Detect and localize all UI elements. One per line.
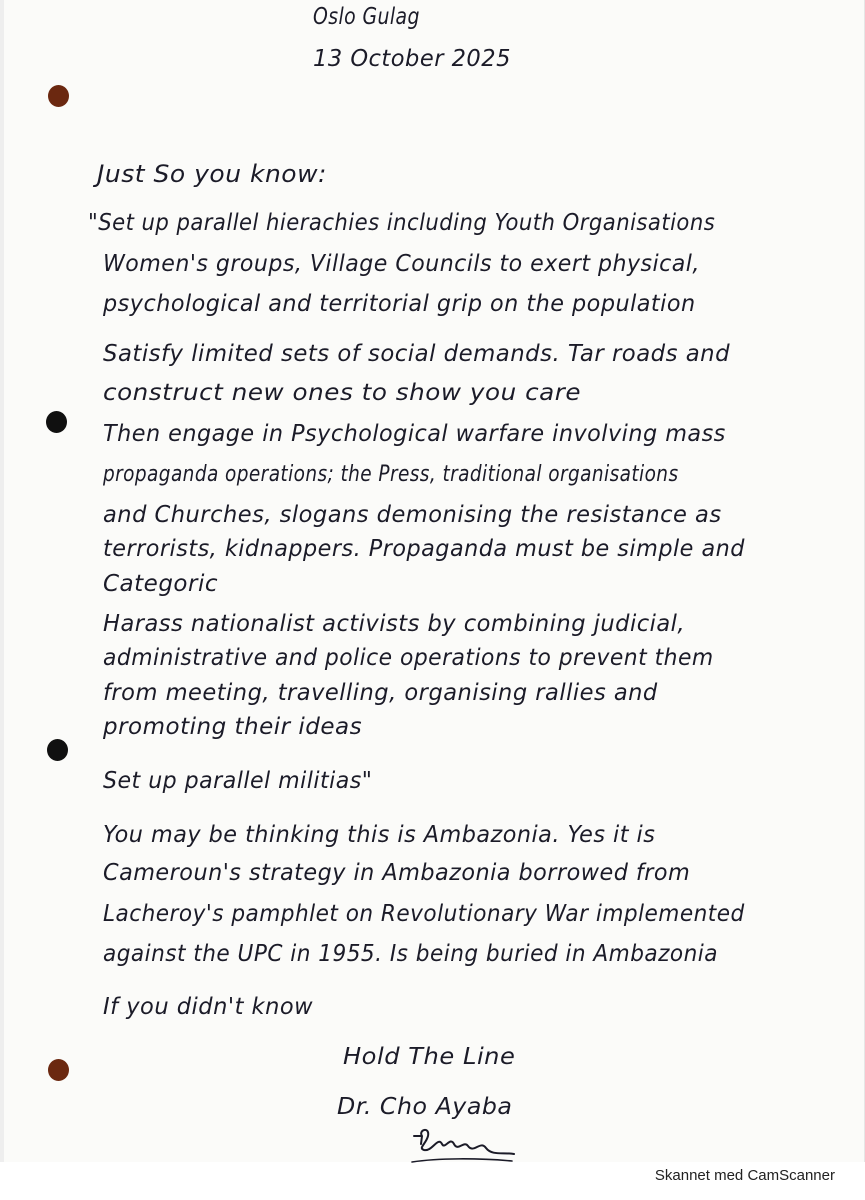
quote-line-6: Then engage in Psychological warfare involving mass: [103, 421, 726, 447]
quote-line-11: Harass nationalist activists by combining judicial,: [103, 611, 686, 637]
handwritten-signature: [408, 1118, 518, 1166]
punch-hole-bottom: [48, 1059, 69, 1081]
closing-note: If you didn't know: [103, 994, 314, 1020]
page-edge: [0, 0, 4, 1162]
quote-line-12: administrative and police operations to prevent them: [103, 645, 714, 671]
body-line-2: Cameroun's strategy in Ambazonia borrowed from: [103, 860, 691, 886]
body-line-3: Lacheroy's pamphlet on Revolutionary War implemented: [103, 901, 745, 927]
quote-line-7: propaganda operations; the Press, traditional organisations: [103, 462, 679, 487]
letter-date: 13 October 2025: [313, 46, 511, 72]
letter-opening: Just So you know:: [97, 160, 327, 188]
quote-line-3: psychological and territorial grip on the population: [103, 291, 696, 317]
quote-line-8: and Churches, slogans demonising the resistance as: [103, 502, 722, 528]
signoff-motto: Hold The Line: [343, 1044, 516, 1070]
body-line-4: against the UPC in 1955. Is being buried in Ambazonia: [103, 941, 718, 967]
scanner-footer-note: Skannet med CamScanner: [654, 1167, 835, 1184]
punch-hole-lower-middle: [47, 739, 68, 761]
body-line-1: You may be thinking this is Ambazonia. Yes it is: [103, 822, 656, 848]
quote-line-4: Satisfy limited sets of social demands. Tar roads and: [103, 341, 731, 367]
punch-hole-upper-middle: [46, 411, 67, 433]
quote-line-15: Set up parallel militias": [103, 768, 373, 794]
letter-place: Oslo Gulag: [313, 4, 420, 30]
punch-hole-top: [48, 85, 69, 107]
quote-line-1: "Set up parallel hierachies including Youth Organisations: [88, 210, 716, 236]
quote-line-2: Women's groups, Village Councils to exert physical,: [103, 251, 700, 277]
quote-line-5: construct new ones to show you care: [103, 380, 582, 406]
quote-line-14: promoting their ideas: [103, 714, 363, 740]
quote-line-9: terrorists, kidnappers. Propaganda must be simple and: [103, 536, 745, 562]
quote-line-13: from meeting, travelling, organising rallies and: [103, 680, 658, 706]
quote-line-10: Categoric: [103, 571, 218, 597]
signoff-name: Dr. Cho Ayaba: [337, 1094, 513, 1120]
